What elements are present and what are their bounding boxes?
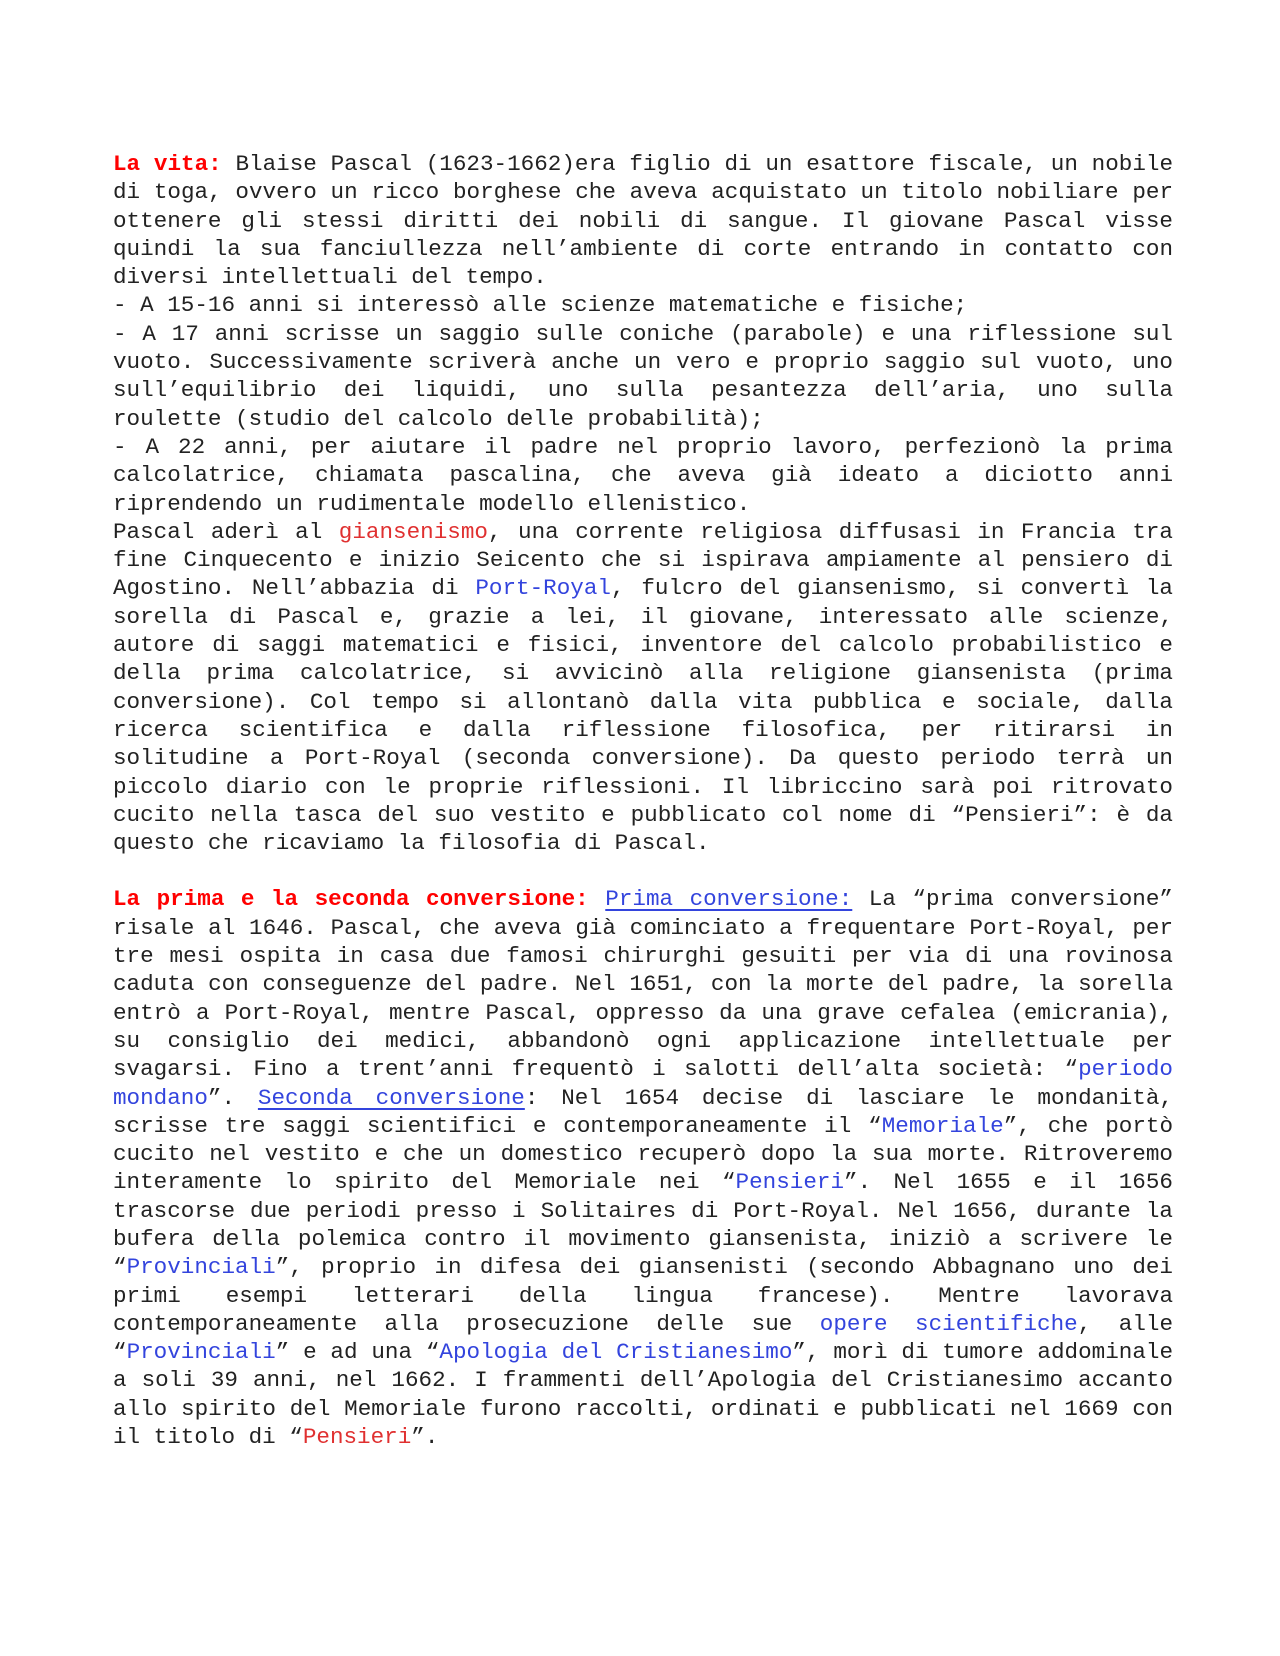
term-provinciali: Provinciali [126, 1339, 276, 1366]
term-provinciali: Provinciali [126, 1254, 276, 1281]
document-page [113, 150, 1173, 1451]
paragraph-giansenismo [113, 518, 1173, 858]
term-apologia: Apologia del Cristianesimo [439, 1339, 793, 1366]
term-pensieri: Pensieri [735, 1169, 845, 1196]
body-text: , una corrente religiosa diffusasi in Francia tra fine Cinquecento e inizio Seicento che si ispirava ampiamente al pensiero di Agostino. Nell’abbazia di [113, 518, 1173, 602]
body-text: Pascal aderì al [113, 518, 339, 545]
body-text: ”. Nel 1655 e il 1656 trascorse due periodi presso i Solitaires di Port-Royal. Nel 1656, durante la bufera della polemica contro il movimento giansenista, iniziò a scrivere le “ [113, 1169, 1173, 1281]
body-text: Blaise Pascal (1623-1662)era figlio di un esattore fiscale, un nobile di toga, ovvero un ricco borghese che aveva acquistato un titolo nobiliare per ottenere gli stessi diritti dei nobili di sangue. Il giovane Pascal visse quindi la sua fanciullezza nell’ambiente di corte entrando in contatto con diversi intellettuali del tempo. [113, 151, 1174, 291]
list-item-22-anni: - A 22 anni, per aiutare il padre nel proprio lavoro, perfezionò la prima calcolatrice, chiamata pascalina, che aveva già ideato a diciotto anni riprendendo un rudimentale modello ellenistico. [113, 433, 1173, 517]
section-conversioni [113, 885, 1173, 1451]
body-text: La “prima conversione” risale al 1646. Pascal, che aveva già cominciato a frequentare Port-Royal, per tre mesi ospita in casa due famosi chirurghi gesuiti per via di una rovinosa caduta con conseguenze del padre. Nel 1651, con la morte del padre, la sorella entrò a Port-Royal, mentre Pascal, oppresso da una grave cefalea (emicrania), su consiglio dei medici, abbandonò ogni applicazione intellettuale per svagarsi. Fino a trent’anni frequentò i salotti dell’alta società: “ [113, 886, 1173, 1083]
section-la-vita [113, 150, 1173, 857]
section-heading-conversioni: La prima e la seconda conversione: [113, 886, 589, 913]
term-pensieri-final: Pensieri [302, 1424, 412, 1451]
paragraph-gap [113, 857, 1173, 885]
body-text: , alle “ [113, 1310, 1174, 1366]
body-text: ”, che portò cucito nel vestito e che un domestico recuperò dopo la sua morte. Ritroveremo interamente lo spirito del Memoriale nei “ [113, 1112, 1174, 1196]
term-memoriale: Memoriale [881, 1112, 1004, 1139]
body-text: ” e ad una “ [275, 1339, 440, 1366]
list-item-17-anni: - A 17 anni scrisse un saggio sulle coniche (parabole) e una riflessione sul vuoto. Successivamente scriverà anche un vero e proprio saggio sul vuoto, uno sull’equilibrio dei liquidi, uno sulla pesantezza dell’aria, uno sulla roulette (studio del calcolo delle probabilità); [113, 320, 1173, 432]
paragraph-intro [113, 150, 1173, 291]
link-prima-conversione[interactable]: Prima conversione: [605, 886, 853, 913]
body-text: , fulcro del giansenismo, si convertì la sorella di Pascal e, grazie a lei, il giovane, interessato alle scienze, autore di saggi matematici e fisici, inventore del calcolo probabilistico e della prima calcolatrice, si avvicinò alla religione giansenista (prima conversione). Col tempo si allontanò dalla vita pubblica e sociale, dalla ricerca scientifica e dalla riflessione filosofica, per ritirarsi in solitudine a Port-Royal (seconda conversione). Da questo periodo terrà un piccolo diario con le proprie riflessioni. Il libriccino sarà poi ritrovato cucito nella tasca del suo vestito e pubblicato col nome di “Pensieri”: è da questo che ricaviamo la filosofia di Pascal. [113, 575, 1173, 857]
term-opere-scientifiche: opere scientifiche [819, 1310, 1078, 1337]
body-text: ”. [411, 1424, 439, 1451]
section-heading-la-vita: La vita: [113, 151, 222, 177]
list-item-15-16-anni: - A 15-16 anni si interessò alle scienze matematiche e fisiche; [113, 292, 968, 319]
term-port-royal: Port-Royal [475, 575, 611, 602]
body-text: ”. [207, 1084, 258, 1111]
paragraph-conversioni [113, 885, 1173, 1451]
body-text: ”, morì di tumore addominale a soli 39 anni, nel 1662. I frammenti dell’Apologia del Cristianesimo accanto allo spirito del Memoriale furono raccolti, ordinati e pubblicati nel 1669 con il titolo di “ [113, 1339, 1174, 1451]
body-text: ”, proprio in difesa dei giansenisti (secondo Abbagnano uno dei primi esempi letterari della lingua francese). Mentre lavorava contemporaneamente alla prosecuzione delle sue [113, 1254, 1173, 1337]
term-periodo-mondano: periodo mondano [113, 1056, 1173, 1111]
link-seconda-conversione[interactable]: Seconda conversione [257, 1084, 525, 1111]
term-giansenismo: giansenismo [338, 518, 488, 545]
body-text: : Nel 1654 decise di lasciare le mondanità, scrisse tre saggi scientifici e contemporaneamente il “ [113, 1084, 1173, 1139]
